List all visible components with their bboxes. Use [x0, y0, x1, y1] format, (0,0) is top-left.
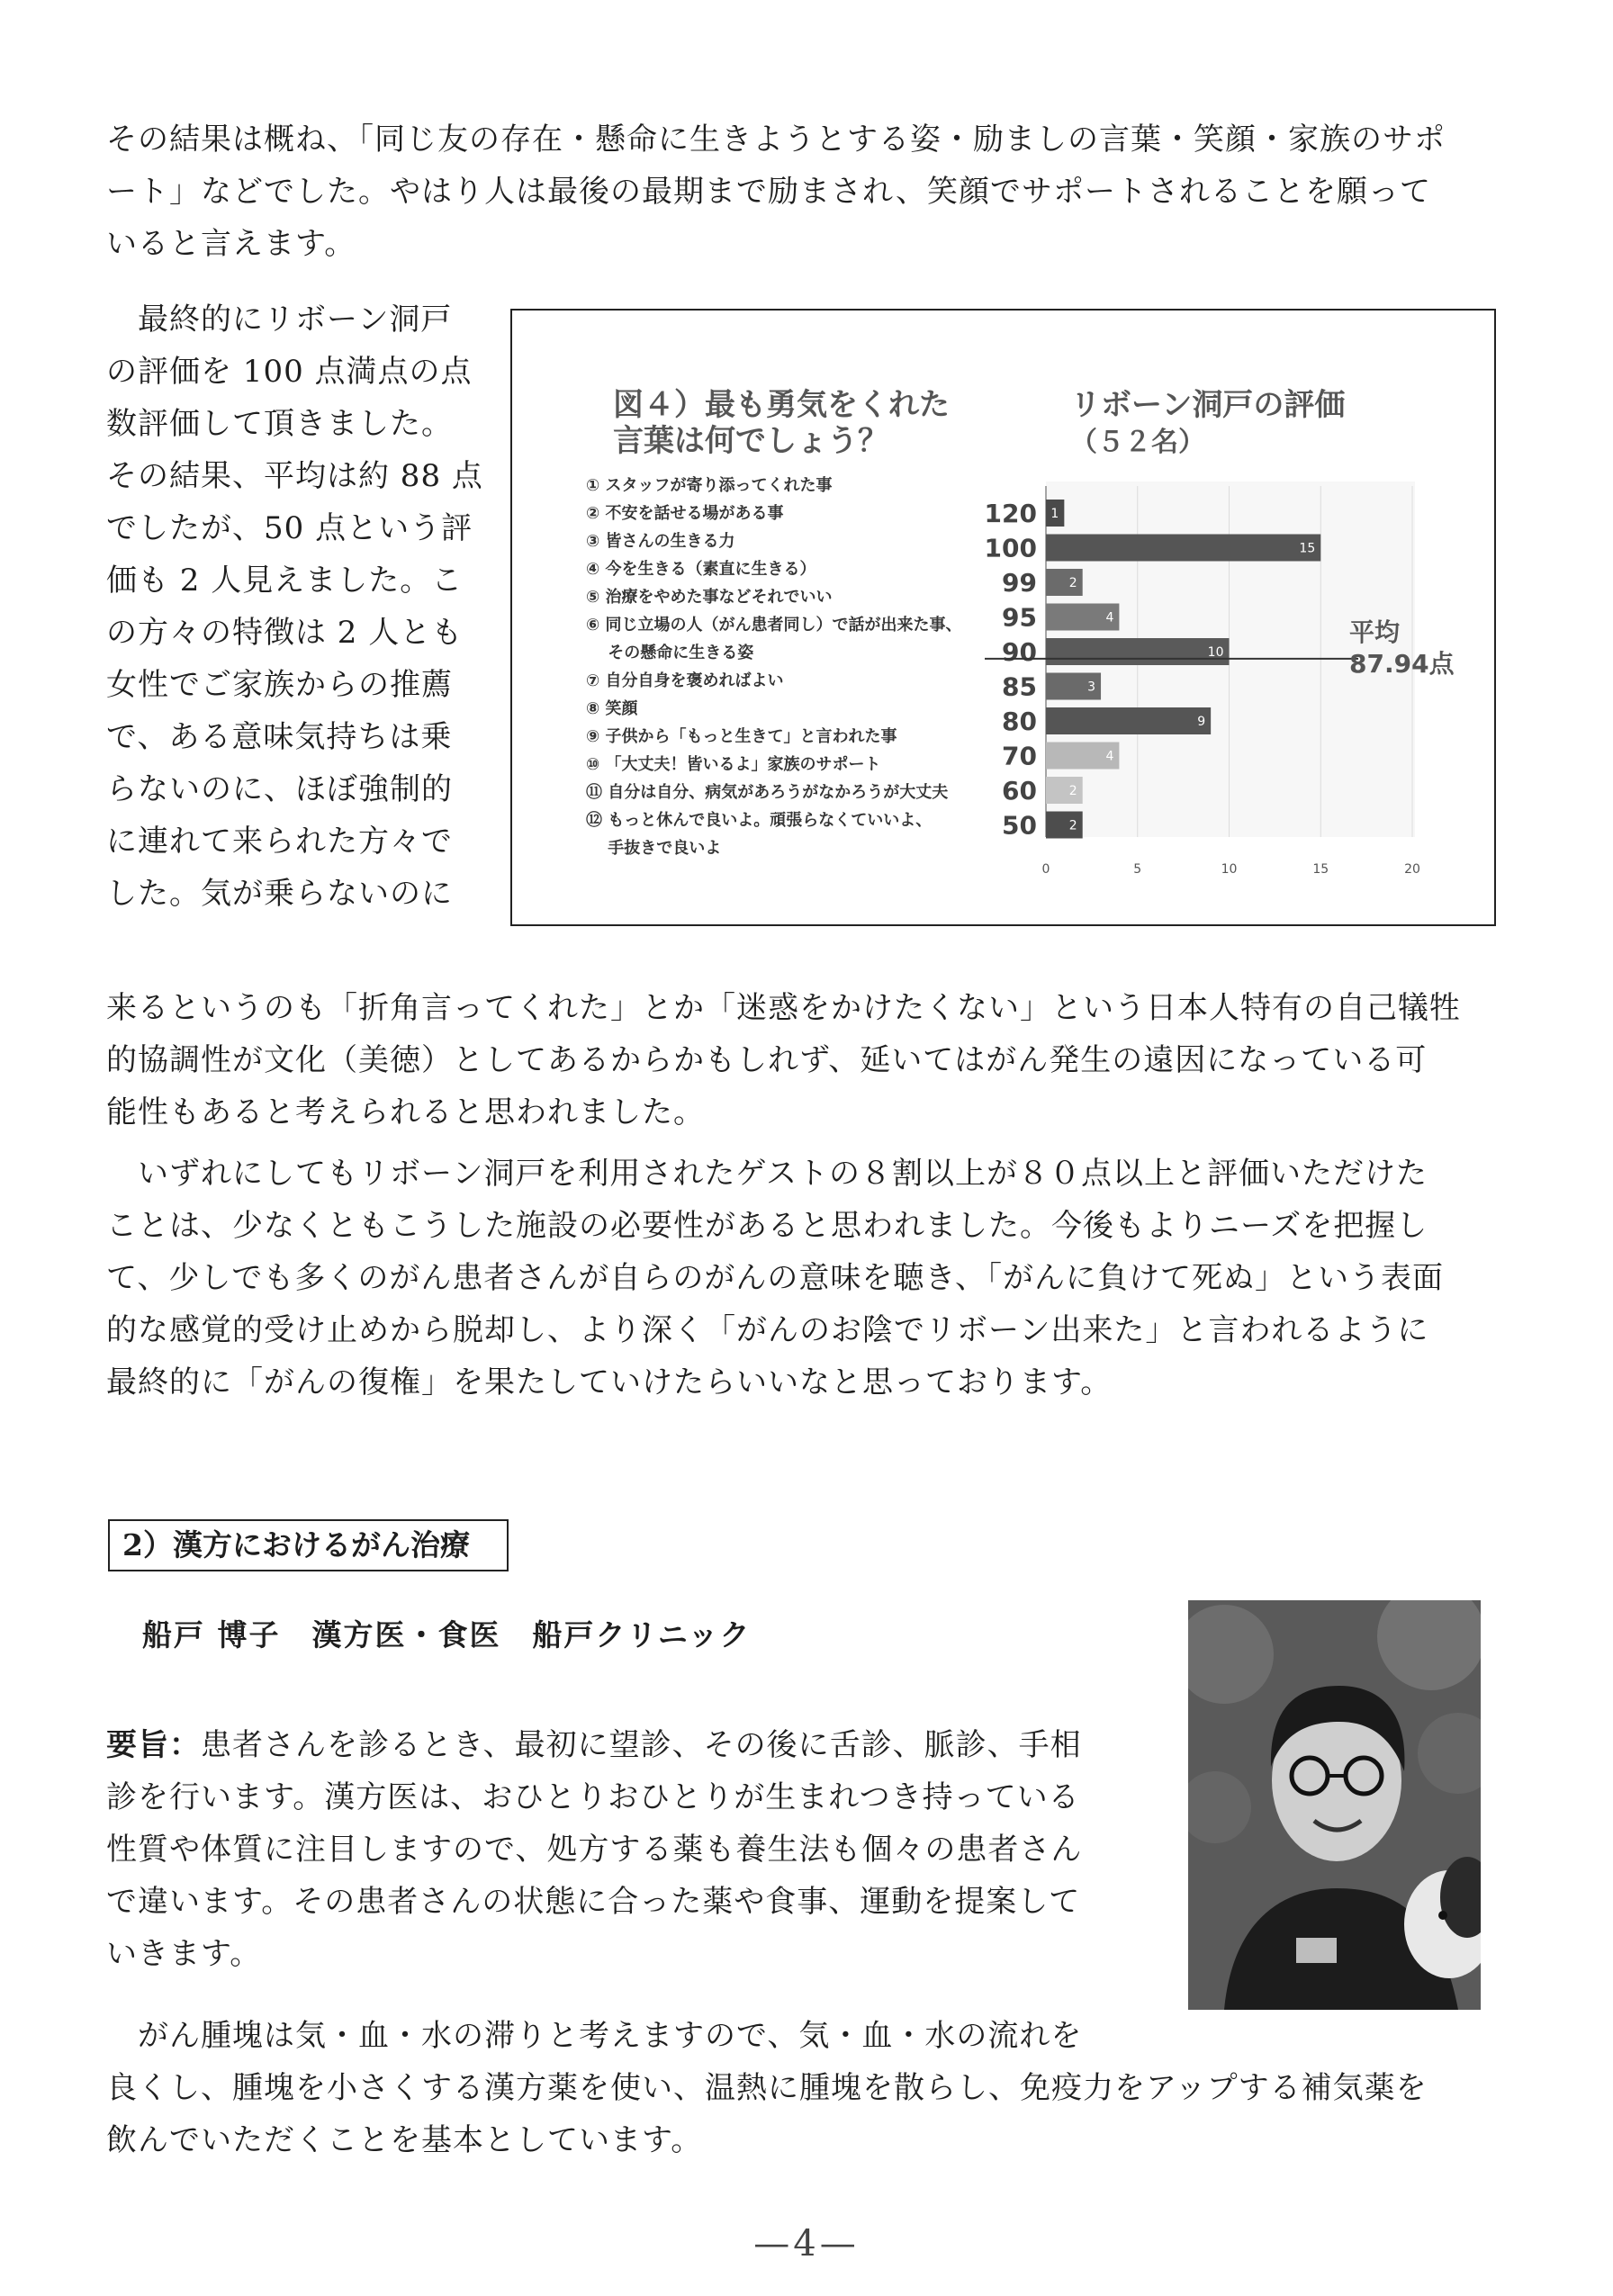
chart-average-value: 87.94点 [1349, 648, 1455, 679]
chart-data-label: 2 [1068, 784, 1077, 798]
chart-data-label: 1 [1050, 507, 1059, 521]
text-line: 飲んでいただくことを基本としています。 [106, 2122, 703, 2158]
chart-y-tick-label: 90 [1002, 637, 1037, 667]
text-line: いると言えます。 [106, 226, 356, 262]
chart-x-tick-label: 10 [1221, 862, 1238, 877]
text-line: 最終的にリボーン洞戸 [106, 302, 453, 338]
text-line: その結果、平均は約 88 点 [106, 458, 483, 494]
text-line: 来るというのも「折角言ってくれた」とか「迷惑をかけたくない」という日本人特有の自己犠牲 [106, 990, 1461, 1026]
text-line: がん腫塊は気・血・水の滞りと考えますので、気・血・水の流れを [106, 2018, 1083, 2054]
chart-data-label: 10 [1207, 645, 1224, 660]
conclusion-paragraph [106, 1148, 1444, 1409]
text-line: 女性でご家族からの推薦 [106, 667, 453, 703]
chart-y-tick-label: 60 [1002, 776, 1037, 806]
chart-x-tick-label: 15 [1312, 862, 1329, 877]
continuation-paragraph [106, 982, 1461, 1139]
chart-data-label: 4 [1105, 610, 1114, 626]
chart-y-tick-label: 95 [1002, 602, 1037, 633]
figure-list-item: ⑦ 自分自身を褒めればよい [586, 671, 784, 690]
figure-list-item: ⑪ 自分は自分、病気があろうがなかろうが大丈夫 [586, 783, 949, 802]
text-line: 性質や体質に注目しますので、処方する薬も養生法も個々の患者さん [106, 1832, 1083, 1868]
figure-box [510, 309, 1496, 926]
chart-y-tick-labels [985, 499, 1037, 841]
chart-y-tick-label: 100 [984, 533, 1037, 563]
evaluation-paragraph [106, 293, 483, 920]
text-line: 的な感覚的受け止めから脱却し、より深く「がんのお陰でリボーン出来た」と言われるように [106, 1312, 1429, 1348]
text-line: ことは、少なくともこうした施設の必要性があると思われました。今後もよりニーズを把握し [106, 1208, 1428, 1244]
figure-list-item: ⑫ もっと休んで良いよ。頑張らなくていいよ、 [586, 811, 933, 830]
text-line: 診を行います。漢方医は、おひとりおひとりが生まれつき持っている [106, 1779, 1080, 1815]
chart-data-label: 4 [1105, 749, 1114, 764]
figure-list-item: ② 不安を話せる場がある事 [586, 504, 784, 523]
chart-x-tick-label: 20 [1404, 862, 1420, 877]
chart-data-label: 2 [1068, 576, 1077, 590]
chart-data-label: 3 [1087, 680, 1096, 695]
chart-x-tick-label: 0 [1041, 862, 1050, 877]
summary-paragraph [106, 1719, 1082, 1980]
text-line: の方々の特徴は 2 人とも [106, 615, 464, 651]
page-number: —4— [753, 2223, 860, 2264]
figure-list-item: ⑨ 子供から「もっと生きて」と言われた事 [586, 727, 897, 746]
text-line: で違います。その患者さんの状態に合った薬や食事、運動を提案して [106, 1884, 1081, 1920]
chart-x-tick-labels [1042, 862, 1420, 877]
portrait-image [1188, 1600, 1481, 2010]
text-line: その結果は概ね、「同じ友の存在・懸命に生きようとする姿・励ましの言葉・笑顔・家族のサポ [106, 122, 1446, 158]
chart-subtitle: （５２名） [1070, 427, 1205, 458]
text-line: いずれにしてもリボーン洞戸を利用されたゲストの８割以上が８０点以上と評価いただけた [106, 1156, 1428, 1192]
figure-list-item: ④ 今を生きる（素直に生きる） [586, 560, 816, 579]
figure-list-item: ① スタッフが寄り添ってくれた事 [586, 476, 833, 495]
section-heading: 2）漢方におけるがん治療 [108, 1519, 509, 1571]
text-line: いきます。 [106, 1936, 262, 1972]
chart-data-label: 15 [1299, 541, 1316, 556]
chart-y-tick-label: 80 [1002, 707, 1037, 736]
chart-y-tick-label: 85 [1002, 671, 1037, 702]
text-line: した。気が乗らないのに [106, 876, 453, 912]
figure-list-item: 手抜きで良いよ [586, 839, 722, 858]
text-line: に連れて来られた方々で [106, 824, 453, 860]
chart-data-label: 9 [1197, 715, 1206, 729]
text-line: 最終的に「がんの復権」を果たしていけたらいいなと思っております。 [106, 1364, 1113, 1400]
tumor-paragraph [106, 2010, 1428, 2166]
figure-list-item: ⑩ 「大丈夫！皆いるよ」家族のサポート [586, 755, 881, 774]
chart-y-tick-label: 99 [1002, 568, 1037, 598]
text-line: 能性もあると考えられると思われました。 [106, 1094, 705, 1130]
figure-item-list [586, 475, 962, 858]
chart-y-tick-label: 50 [1002, 810, 1037, 841]
summary-text: 患者さんを診るとき、最初に望診、その後に舌診、脈診、手相 [201, 1727, 1082, 1763]
text-line: 価も 2 人見えました。こ [106, 563, 464, 599]
text-line: で、ある意味気持ちは乗 [106, 719, 453, 755]
author-photo [1188, 1600, 1481, 2010]
chart-y-tick-label: 120 [984, 499, 1037, 528]
text-line: らないのに、ほぼ強制的 [106, 771, 453, 807]
figure-left-title-1: 図４）最も勇気をくれた [613, 387, 950, 423]
figure-list-item: その懸命に生きる姿 [586, 644, 754, 662]
chart-bar [1046, 535, 1320, 562]
chart-title: リボーン洞戸の評価 [1070, 387, 1346, 423]
text-line: て、少しでも多くのがん患者さんが自らのがんの意味を聴き、「がんに負けて死ぬ」という表面 [106, 1260, 1444, 1296]
chart-y-tick-label: 70 [1002, 741, 1037, 771]
text-line: 良くし、腫塊を小さくする漢方薬を使い、温熱に腫塊を散らし、免疫力をアップする補気薬を [106, 2070, 1428, 2106]
figure-left-title-2: 言葉は何でしょう？ [613, 423, 888, 459]
text-line: 数評価して頂きました。 [106, 406, 453, 442]
chart-average-label: 平均 [1349, 617, 1401, 647]
text-line: の評価を 100 点満点の点 [106, 354, 473, 390]
text-line: ート」などでした。やはり人は最後の最期まで励まされ、笑顔でサポートされることを願って [106, 174, 1432, 210]
chart-bar [1046, 638, 1230, 665]
chart-data-label: 2 [1068, 818, 1077, 833]
figure-list-item: ③ 皆さんの生きる力 [586, 532, 735, 551]
intro-paragraph [106, 113, 1446, 270]
text-line: 的協調性が文化（美徳）としてあるからかもしれず、延いてはがん発生の遠因になっている可 [106, 1042, 1428, 1078]
chart-bar [1046, 707, 1211, 734]
figure-list-item: ⑥ 同じ立場の人（がん患者同し）で話が出来た事、 [586, 616, 962, 635]
figure-list-item: ⑧ 笑顔 [586, 699, 638, 718]
text-line: でしたが、50 点という評 [106, 510, 473, 546]
summary-label: 要旨： [106, 1727, 201, 1763]
figure-graphic [512, 311, 1494, 924]
author-line: 船戸 博子 漢方医・食医 船戸クリニック [142, 1617, 752, 1652]
figure-list-item: ⑤ 治療をやめた事などそれでいい [586, 588, 833, 607]
chart-x-tick-label: 5 [1133, 862, 1142, 877]
text-line [106, 1719, 1082, 1771]
